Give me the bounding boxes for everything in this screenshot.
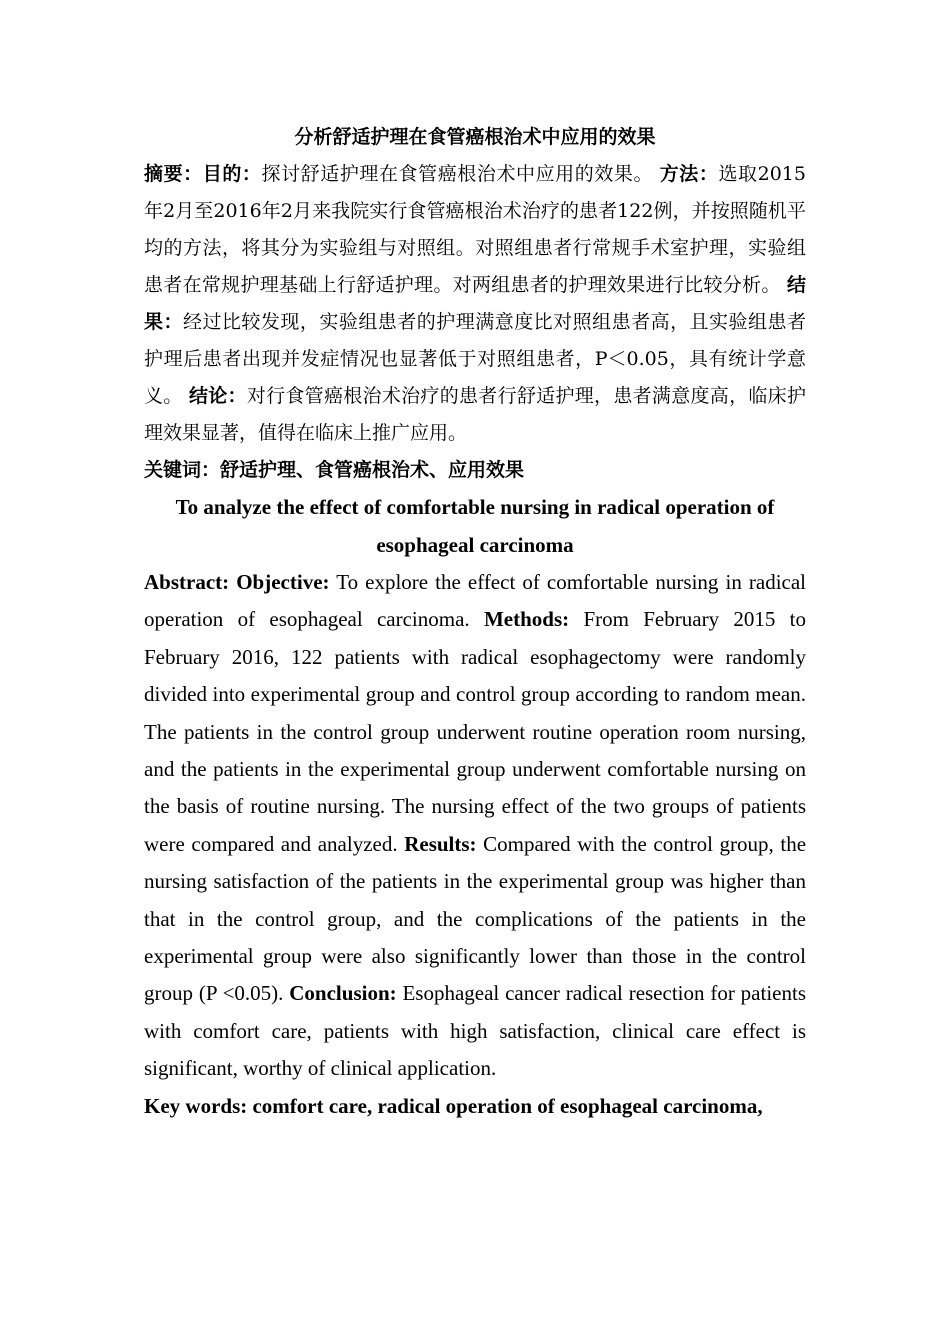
chinese-abstract: [144, 156, 806, 452]
en-objective-label: Objective:: [236, 570, 330, 594]
english-keywords: Key words: comfort care, radical operation of esophageal carcinoma,: [144, 1093, 763, 1118]
zh-objective-text: 探讨舒适护理在食管癌根治术中应用的效果。: [261, 163, 654, 185]
en-methods-text: From February 2015 to February 2016, 122 patients with radical esophagectomy were randomly divided into experimental group and control group according to random mean. The patients in the control group underwent routine operation room nursing, and the patients in the experimental group underwent comfortable nursing on the basis of routine nursing. The nursing effect of the two groups of patients were compared and analyzed.: [144, 607, 806, 856]
zh-results-text: 经过比较发现，实验组患者的护理满意度比对照组患者高，且实验组患者护理后患者出现并发症情况也显著低于对照组患者，P＜0.05，具有统计学意义。: [144, 311, 806, 407]
paper-page: [144, 118, 806, 1125]
zh-methods-text: 选取2015年2月至2016年2月来我院实行食管癌根治术治疗的患者122例，并按照随机平均的方法，将其分为实验组与对照组。对照组患者行常规手术室护理，实验组患者在常规护理基础上行舒适护理。对两组患者的护理效果进行比较分析。: [144, 163, 806, 296]
en-objective-text: To explore the effect of comfortable nursing in radical operation of esophageal carcinoma.: [144, 570, 807, 632]
english-title: To analyze the effect of comfortable nursing in radical operation of esophageal carcinoma: [175, 495, 775, 557]
zh-objective-label: 目的：: [202, 163, 262, 185]
en-results-text: Compared with the control group, the nursing satisfaction of the patients in the experimental group was higher than that in the control group, and the complications of the patients in the experimental group were also significantly lower than those in the control group (P <0.05).: [144, 831, 807, 1006]
chinese-title: 分析舒适护理在食管癌根治术中应用的效果: [294, 126, 656, 148]
en-methods-label: Methods:: [483, 607, 570, 632]
zh-abstract-label: 摘要：: [144, 163, 203, 185]
en-abstract-label: Abstract:: [144, 570, 230, 594]
zh-methods-label: 方法：: [659, 163, 719, 185]
zh-conclusion-text: 对行食管癌根治术治疗的患者行舒适护理，患者满意度高，临床护理效果显著，值得在临床上推广应用。: [144, 385, 806, 444]
chinese-keywords: 关键词：舒适护理、食管癌根治术、应用效果: [144, 459, 525, 481]
english-abstract: [144, 564, 806, 1088]
zh-conclusion-label: 结论：: [188, 385, 247, 407]
en-conclusion-label: Conclusion:: [289, 981, 397, 1006]
en-results-label: Results:: [404, 831, 477, 856]
en-conclusion-text: Esophageal cancer radical resection for patients with comfort care, patients with high satisfaction, clinical care effect is significant, worthy of clinical application.: [144, 981, 806, 1081]
zh-results-label: 结果：: [144, 274, 806, 333]
